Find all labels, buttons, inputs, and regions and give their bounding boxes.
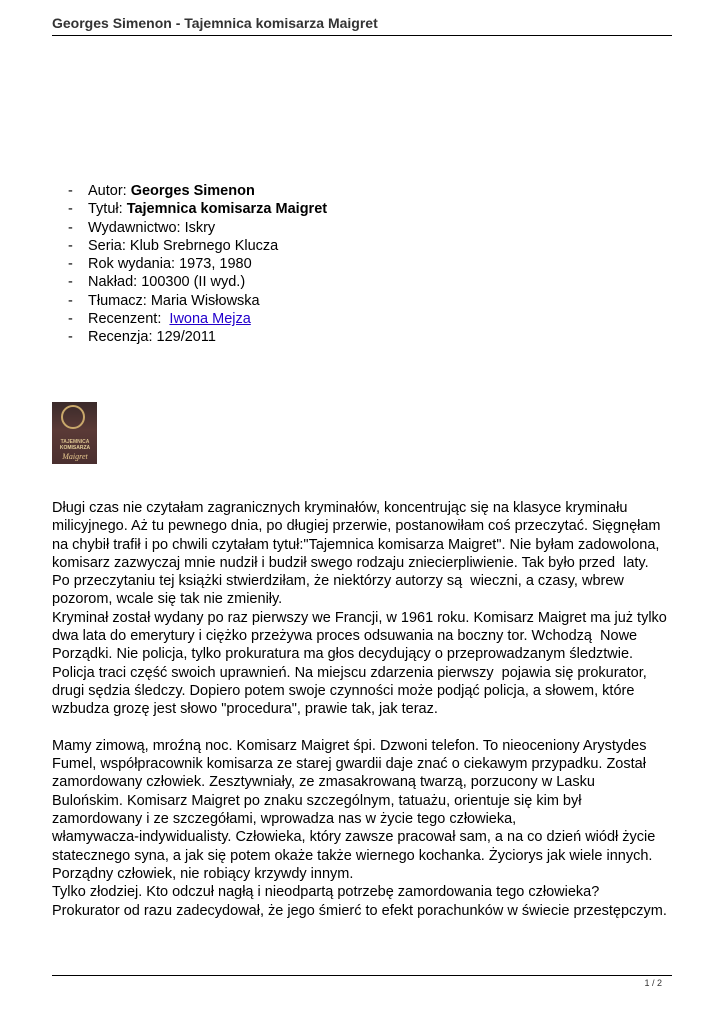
list-dash: - <box>68 274 73 291</box>
info-label: Seria: Klub Srebrnego Klucza <box>88 237 279 254</box>
text-line: statecznego syna, a jak się potem okaże także wiernego kochanka. Życiorys jak wiele innych. <box>52 847 653 864</box>
text-line: Fumel, współpracownik komisarza ze starej gwardii daje znać o ciekawym przypadku. Został <box>52 756 646 773</box>
list-dash: - <box>68 292 73 309</box>
info-item-print-run <box>68 273 327 291</box>
list-dash: - <box>68 237 73 254</box>
text-line: na chybił trafił i po chwili czytałam tytuł:"Tajemnica komisarza Maigret". Nie byłam zadowolona, <box>52 536 660 553</box>
text-line: drugi sędzia śledczy. Dopiero potem swoje czynności może podjąć policja, a słowem, które <box>52 682 635 699</box>
list-dash: - <box>68 311 73 328</box>
cover-title-line2: KOMISARZA <box>59 445 91 451</box>
info-label: Nakład: 100300 (II wyd.) <box>88 274 246 291</box>
info-label: Rok wydania: 1973, 1980 <box>88 256 252 273</box>
info-item-translator <box>68 292 327 310</box>
text-line: Policja traci część swoich uprawnień. Na miejscu zdarzenia pierwszy pojawia się prokurator, <box>52 664 647 681</box>
text-line: milicyjnego. Aż tu pewnego dnia, po długiej przerwie, postanowiłam coś przeczytać. Sięgnęłam <box>52 518 661 535</box>
text-line: Porządki. Nie policja, tylko prokuratura ma głos decydujący o przeprowadzanym śledztwie. <box>52 646 634 663</box>
text-line: Porządny człowiek, nie robiący krzywdy innym. <box>52 865 354 882</box>
paragraph-spacer <box>52 719 677 737</box>
text-line: zamordowany człowiek. Zesztywniały, ze zmasakrowaną twarzą, porzucony w Lasku <box>52 774 595 791</box>
info-item-author <box>68 182 327 200</box>
text-line: Długi czas nie czytałam zagranicznych kryminałów, koncentrując się na klasyce kryminału <box>52 500 628 516</box>
info-label: Autor: <box>88 183 131 199</box>
author-name: Georges Simenon <box>130 183 255 199</box>
header-divider <box>52 35 672 36</box>
page-number: 1 / 2 <box>644 978 662 988</box>
info-label: Recenzja: 129/2011 <box>88 329 216 346</box>
list-dash: - <box>68 256 73 273</box>
info-label: Tłumacz: Maria Wisłowska <box>88 292 260 309</box>
paragraph-2 <box>52 609 677 719</box>
list-dash: - <box>68 201 73 218</box>
text-line: pozorom, wcale się tak nie zmieniły. <box>52 591 283 608</box>
text-line: włamywacza-indywidualisty. Człowieka, który zawsze pracował sam, a na co dzień wiódł życie <box>52 829 656 846</box>
reviewer-link[interactable]: Iwona Mejza <box>169 311 251 328</box>
text-line: Tylko złodziej. Kto odczuł nagłą i nieodpartą potrzebę zamordowania tego człowieka? <box>52 884 600 901</box>
text-line: zamordowany i ze szczegółami, wprowadza nas w życie tego człowieka, <box>52 811 517 828</box>
book-cover-image <box>52 402 97 464</box>
list-dash: - <box>68 329 73 346</box>
text-line: Mamy zimową, mroźną noc. Komisarz Maigret śpi. Dzwoni telefon. To nieoceniony Arystydes <box>52 737 647 754</box>
cover-emblem <box>61 405 85 429</box>
info-item-review-number <box>68 328 327 346</box>
cover-title-line1: TAJEMNICA <box>60 439 90 445</box>
info-label: Recenzent: <box>88 311 170 328</box>
list-dash: - <box>68 219 73 236</box>
info-item-year <box>68 255 327 273</box>
text-line: Bulońskim. Komisarz Maigret po znaku szczególnym, tatuażu, orientuje się kim był <box>52 792 582 809</box>
text-line: Kryminał został wydany po raz pierwszy we Francji, w 1961 roku. Komisarz Maigret ma już tylko <box>52 609 667 626</box>
text-line: komisarz zazwyczaj mnie nudził i budził swego rodzaju zniecierpliwienie. Tak było przed laty. <box>52 554 649 571</box>
info-item-publisher <box>68 219 327 237</box>
info-item-reviewer <box>68 310 327 328</box>
paragraph-3 <box>52 737 677 883</box>
footer-divider <box>52 975 672 976</box>
info-item-series <box>68 237 327 255</box>
page-header-title: Georges Simenon - Tajemnica komisarza Maigret <box>52 15 378 31</box>
paragraph-1 <box>52 499 677 609</box>
cover-title-line3: Maigret <box>62 452 88 461</box>
paragraph-4 <box>52 883 677 920</box>
review-body <box>52 499 677 920</box>
text-line: Prokurator od razu zadecydował, że jego śmierć to efekt porachunków w świecie przestępczym. <box>52 902 667 919</box>
text-line: dwa lata do emerytury i ciężko przeżywa proces odsuwania na boczny tor. Wchodzą Nowe <box>52 628 638 645</box>
text-line: wzbudza grozę jest słowo "procedura", prawie tak, jak teraz. <box>52 701 438 718</box>
book-title: Tajemnica komisarza Maigret <box>126 201 328 218</box>
info-item-title <box>68 200 327 218</box>
info-label: Wydawnictwo: Iskry <box>88 219 216 236</box>
book-info-list <box>68 182 327 347</box>
list-dash: - <box>68 183 73 199</box>
text-line: Po przeczytaniu tej książki stwierdziłam, że niektórzy autorzy są wieczni, a czasy, wbrew <box>52 573 624 590</box>
info-label: Tytuł: <box>88 201 127 218</box>
